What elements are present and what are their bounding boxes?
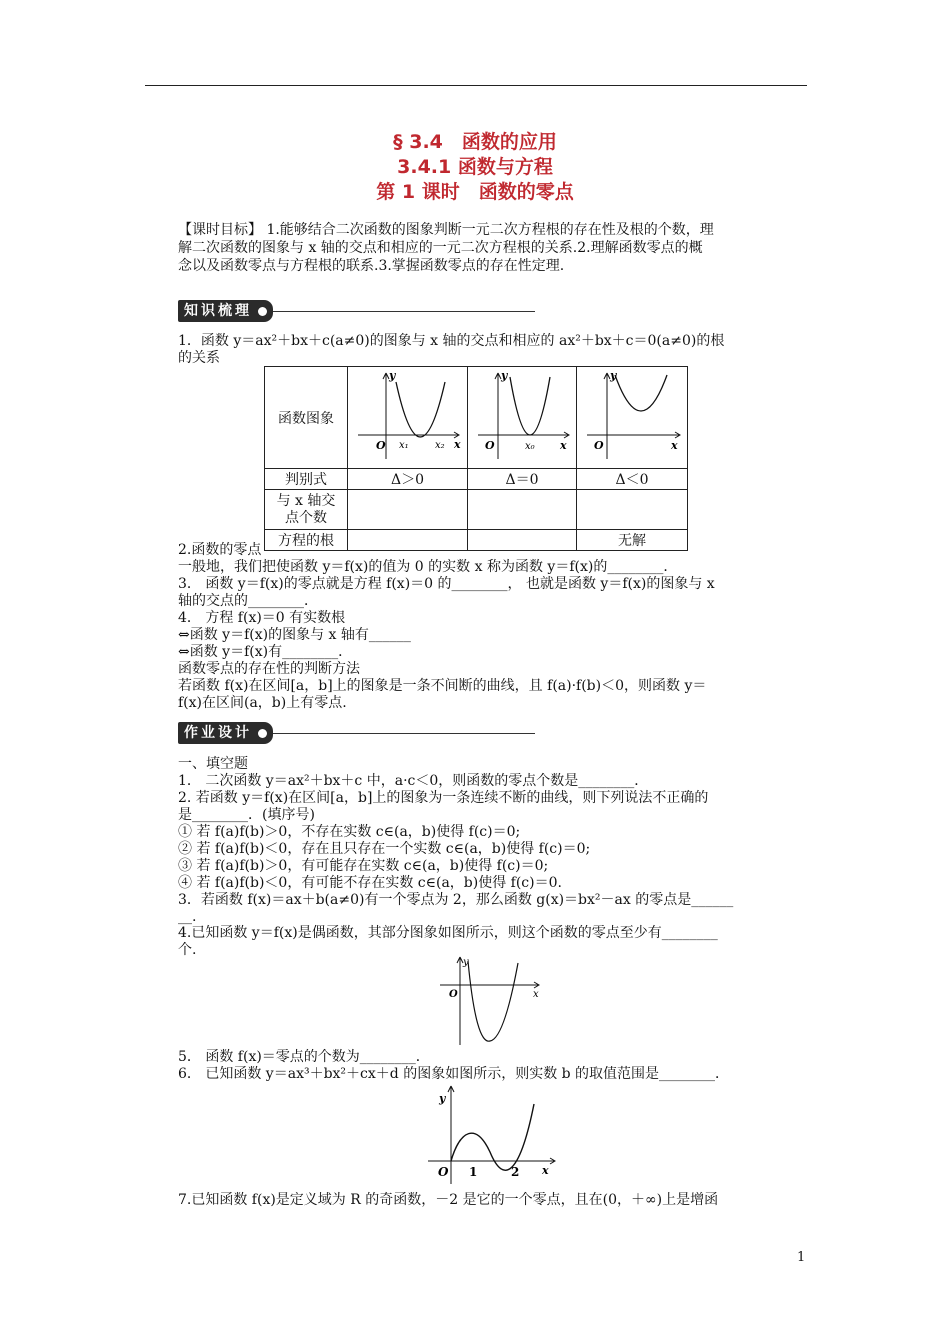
item3-line-1: 3． 函数 y＝f(x)的零点就是方程 f(x)＝0 的________， 也就是函数 y＝f(x)的图象与 x: [178, 576, 715, 592]
item4-line-1: 4． 方程 f(x)＝0 有实数根: [178, 610, 346, 626]
svg-text:x: x: [542, 1164, 549, 1177]
existence-heading: 函数零点的存在性的判断方法: [178, 661, 360, 677]
goal-line-3: 念以及函数零点与方程根的联系.3.掌握函数零点的存在性定理.: [178, 258, 565, 274]
question-3-line-2: __.: [178, 909, 197, 925]
svg-text:y: y: [501, 369, 508, 382]
option-4: ④ 若 f(a)f(b)＜0，有可能不存在实数 c∈(a，b)使得 f(c)＝0.: [178, 875, 562, 891]
svg-text:y: y: [463, 957, 469, 968]
count-cell-2: [468, 490, 577, 530]
row-label-intersections: 与 x 轴交 点个数: [265, 490, 348, 530]
section-homework-header: [178, 722, 535, 744]
row-label-roots: 方程的根: [265, 530, 348, 551]
hw-heading: 一、填空题: [178, 756, 248, 772]
row-label-graph: 函数图象: [265, 367, 348, 469]
option-2: ② 若 f(a)f(b)＜0，存在且只存在一个实数 c∈(a，b)使得 f(c)＝0;: [178, 841, 591, 857]
option-1: ① 若 f(a)f(b)＞0，不存在实数 c∈(a，b)使得 f(c)＝0;: [178, 824, 521, 840]
header-rule: [145, 85, 807, 86]
parabola-two-roots-graph: [348, 367, 467, 464]
section-homework-label: 作业设计: [178, 722, 273, 744]
item1-line-1: 1．函数 y＝ax²＋bx＋c(a≠0)的图象与 x 轴的交点和相应的 ax²＋bx＋c＝0(a≠0)的根: [178, 333, 725, 349]
question-6: 6． 已知函数 y＝ax³＋bx²＋cx＋d 的图象如图所示，则实数 b 的取值范围是________．: [178, 1066, 730, 1082]
svg-text:x₁: x₁: [399, 440, 409, 451]
svg-text:y: y: [439, 1092, 446, 1105]
section-knowledge-header: [178, 300, 535, 322]
svg-text:x: x: [560, 439, 567, 452]
option-3: ③ 若 f(a)f(b)＞0，有可能存在实数 c∈(a，b)使得 f(c)＝0;: [178, 858, 549, 874]
item2-heading: 2.函数的零点: [178, 542, 262, 558]
question-2-line-2: 是________．(填序号): [178, 807, 315, 823]
svg-text:y: y: [610, 369, 617, 382]
svg-text:O: O: [594, 439, 604, 452]
question-4-line-1: 4.已知函数 y＝f(x)是偶函数，其部分图象如图所示，则这个函数的零点至少有________: [178, 925, 718, 941]
svg-text:1: 1: [469, 1165, 478, 1179]
section-knowledge-label: 知识梳理: [178, 300, 273, 322]
question-4-line-2: 个.: [178, 942, 197, 958]
bullet-icon: [258, 729, 267, 738]
section-rule: [273, 311, 535, 312]
root-cell-1: [348, 530, 468, 551]
svg-text:x: x: [533, 989, 539, 1000]
svg-text:y: y: [389, 369, 396, 382]
parabola-one-root-graph: [468, 367, 576, 464]
graph-cell-3: [577, 367, 688, 469]
even-function-graph: [436, 955, 546, 1047]
item3-line-2: 轴的交点的________．: [178, 593, 318, 609]
existence-line-2: f(x)在区间(a，b)上有零点.: [178, 695, 347, 711]
goal-line-2: 解二次函数的图象与 x 轴的交点和相应的一元二次方程根的关系.2.理解函数零点的概: [178, 240, 703, 256]
question-5: 5． 函数 f(x)＝零点的个数为________．: [178, 1049, 430, 1065]
bullet-icon: [258, 307, 267, 316]
section-title: § 3.4 函数的应用: [393, 131, 557, 153]
root-cell-2: [468, 530, 577, 551]
svg-text:x: x: [671, 439, 678, 452]
row-label-discriminant: 判别式: [265, 469, 348, 490]
item1-line-2: 的关系: [178, 350, 220, 366]
svg-text:x: x: [454, 438, 461, 451]
lesson-title: 第 1 课时 函数的零点: [376, 181, 574, 203]
existence-line-1: 若函数 f(x)在区间[a，b]上的图象是一条不间断的曲线，且 f(a)·f(b)＜0，则函数 y＝: [178, 678, 707, 694]
item4-line-3: ⇔函数 y＝f(x)有________．: [178, 644, 353, 660]
disc-cell-2: Δ＝0: [468, 469, 577, 490]
question-3-line-1: 3．若函数 f(x)＝ax＋b(a≠0)有一个零点为 2，那么函数 g(x)＝bx²－ax 的零点是______: [178, 892, 734, 908]
graph-cell-2: [468, 367, 577, 469]
item2-definition: 一般地，我们把使函数 y＝f(x)的值为 0 的实数 x 称为函数 y＝f(x)的________．: [178, 559, 678, 575]
question-1: 1． 二次函数 y＝ax²＋bx＋c 中，a·c＜0，则函数的零点个数是________．: [178, 773, 649, 789]
root-cell-3: 无解: [577, 530, 688, 551]
count-cell-3: [577, 490, 688, 530]
disc-cell-3: Δ＜0: [577, 469, 688, 490]
item4-line-2: ⇔函数 y＝f(x)的图象与 x 轴有______: [178, 627, 411, 643]
page-number: 1: [797, 1250, 806, 1265]
parabola-no-root-graph: [577, 367, 687, 464]
svg-text:x₂: x₂: [435, 440, 445, 451]
subsection-title: 3.4.1 函数与方程: [397, 156, 553, 178]
svg-text:O: O: [438, 1165, 449, 1179]
section-rule: [273, 733, 535, 734]
svg-text:O: O: [376, 439, 386, 452]
svg-text:O: O: [449, 989, 458, 1000]
svg-text:x₀: x₀: [525, 441, 535, 452]
svg-text:O: O: [485, 439, 495, 452]
disc-cell-1: Δ＞0: [348, 469, 468, 490]
question-7: 7.已知函数 f(x)是定义域为 R 的奇函数，－2 是它的一个零点，且在(0，＋∞)上是增函: [178, 1192, 719, 1208]
goal-line-1: 【课时目标】 1.能够结合二次函数的图象判断一元二次方程根的存在性及根的个数，理: [178, 222, 714, 238]
svg-text:2: 2: [511, 1165, 520, 1179]
count-cell-1: [348, 490, 468, 530]
question-2-line-1: 2. 若函数 y＝f(x)在区间[a，b]上的图象为一条连续不断的曲线，则下列说法不正确的: [178, 790, 709, 806]
relation-table: [264, 366, 688, 551]
graph-cell-1: [348, 367, 468, 469]
cubic-function-graph: [424, 1082, 560, 1186]
